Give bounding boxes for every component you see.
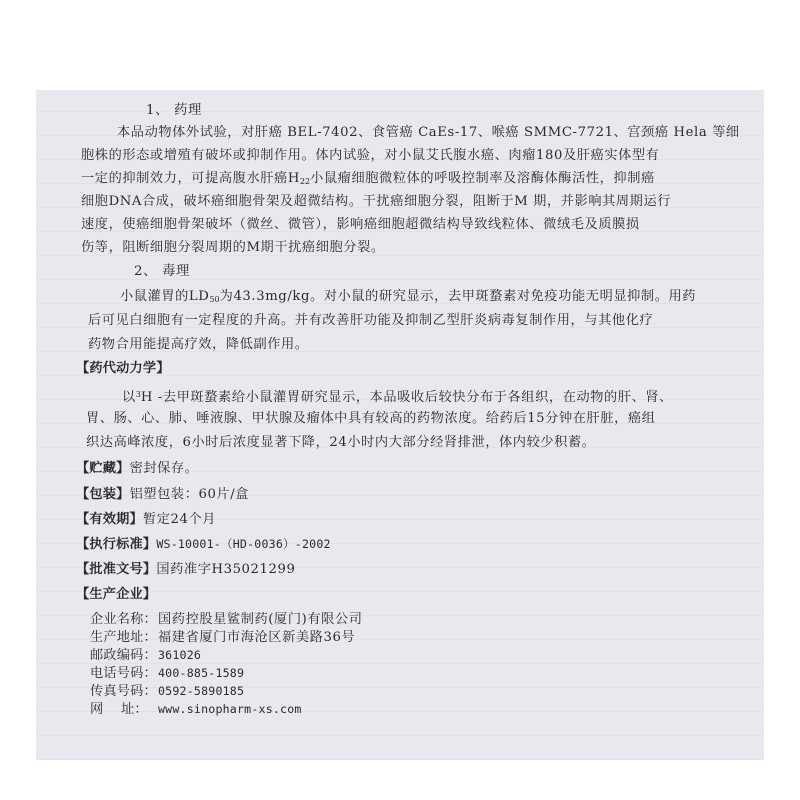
storage-label: 【贮藏】: [76, 461, 130, 476]
manufacturer-row-address: 生产地址：福建省厦门市海沧区新美路36号: [90, 630, 356, 645]
toxicology-line-2: 后可见白细胞有一定程度的升高。并有改善肝功能及抑制乙型肝炎病毒复制作用，与其他化疗: [88, 313, 654, 328]
manufacturer-row-name: 企业名称：国药控股星鲨制药(厦门)有限公司: [90, 612, 363, 627]
manufacturer-row-fax: 传真号码：0592-5890185: [90, 684, 245, 699]
standard-value: WS-10001-（HD-0036）-2002: [156, 537, 331, 551]
package-label: 【包装】: [76, 487, 130, 502]
package-row: [76, 486, 249, 503]
toxicology-line-3: 药物合用能提高疗效，降低副作用。: [88, 337, 309, 352]
pharmacology-line-1: 本品动物体外试验，对肝癌 BEL-7402、食管癌 CaEs-17、喉癌 SMMC-7721、宫颈癌 Hela 等细: [117, 125, 740, 140]
validity-row: [76, 511, 216, 528]
package-value: 铝塑包装：60片/盒: [129, 487, 250, 502]
pharmacology-line-3: 一定的抑制效力，可提高腹水肝癌$H_{22}$小鼠瘤细胞微粒体的呼吸控制率及溶酶体酶活性，抑制癌: [81, 171, 655, 186]
approval-label: 【批准文号】: [76, 562, 157, 577]
approval-row: [76, 561, 296, 578]
manufacturer-row-phone: 电话号码：400-885-1589: [90, 666, 245, 681]
validity-label: 【有效期】: [76, 512, 143, 527]
leaflet-page: [36, 90, 764, 760]
pharmacokinetics-line-3: 织达高峰浓度，6小时后浓度显著下降，24小时内大部分经肾排泄，体内较少积蓄。: [86, 435, 596, 450]
manufacturer-row-postcode: 邮政编码：361026: [90, 648, 202, 663]
pharmacology-line-4: 细胞DNA合成，破坏癌细胞骨架及超微结构。干扰癌细胞分裂，阻断于M 期，并影响其周期运行: [81, 194, 672, 209]
pharmacokinetics-line-1: 以$^3$H -去甲斑蝥素给小鼠灌胃研究显示，本品吸收后较快分布于各组织，在动物的肝、肾、: [122, 390, 673, 405]
manufacturer-row-website: 网 址： www.sinopharm-xs.com: [90, 702, 302, 717]
toxicology-line-1: 小鼠灌胃的$LD_{50}$为43.3mg/kg。对小鼠的研究显示，去甲斑蝥素对免疫功能无明显抑制。用药: [120, 289, 697, 304]
storage-row: [76, 460, 199, 477]
pharmacology-heading: 1、 药理: [146, 103, 202, 118]
standard-label: 【执行标准】: [76, 537, 157, 552]
manufacturer-heading: 【生产企业】: [76, 587, 157, 602]
storage-value: 密封保存。: [129, 461, 199, 476]
pharmacology-line-2: 胞株的形态或增殖有破坏或抑制作用。体内试验，对小鼠艾氏腹水癌、肉瘤180及肝癌实体型有: [81, 148, 660, 163]
validity-value: 暂定24个月: [142, 512, 217, 527]
standard-row: [76, 536, 331, 553]
pharmacology-line-5: 速度，使癌细胞骨架破坏（微丝、微管），影响癌细胞超微结构导致线粒体、微绒毛及质膜损: [81, 217, 640, 232]
approval-value: 国药准字H35021299: [156, 562, 296, 577]
toxicology-heading: 2、 毒理: [134, 264, 190, 279]
pharmacology-line-6: 伤等，阻断细胞分裂周期的M期干扰癌细胞分裂。: [81, 240, 385, 255]
pharmacokinetics-line-2: 胃、肠、心、肺、唾液腺、甲状腺及瘤体中具有较高的药物浓度。给药后15分钟在肝脏，癌组: [86, 411, 656, 426]
pharmacokinetics-heading: 【药代动力学】: [76, 361, 170, 376]
